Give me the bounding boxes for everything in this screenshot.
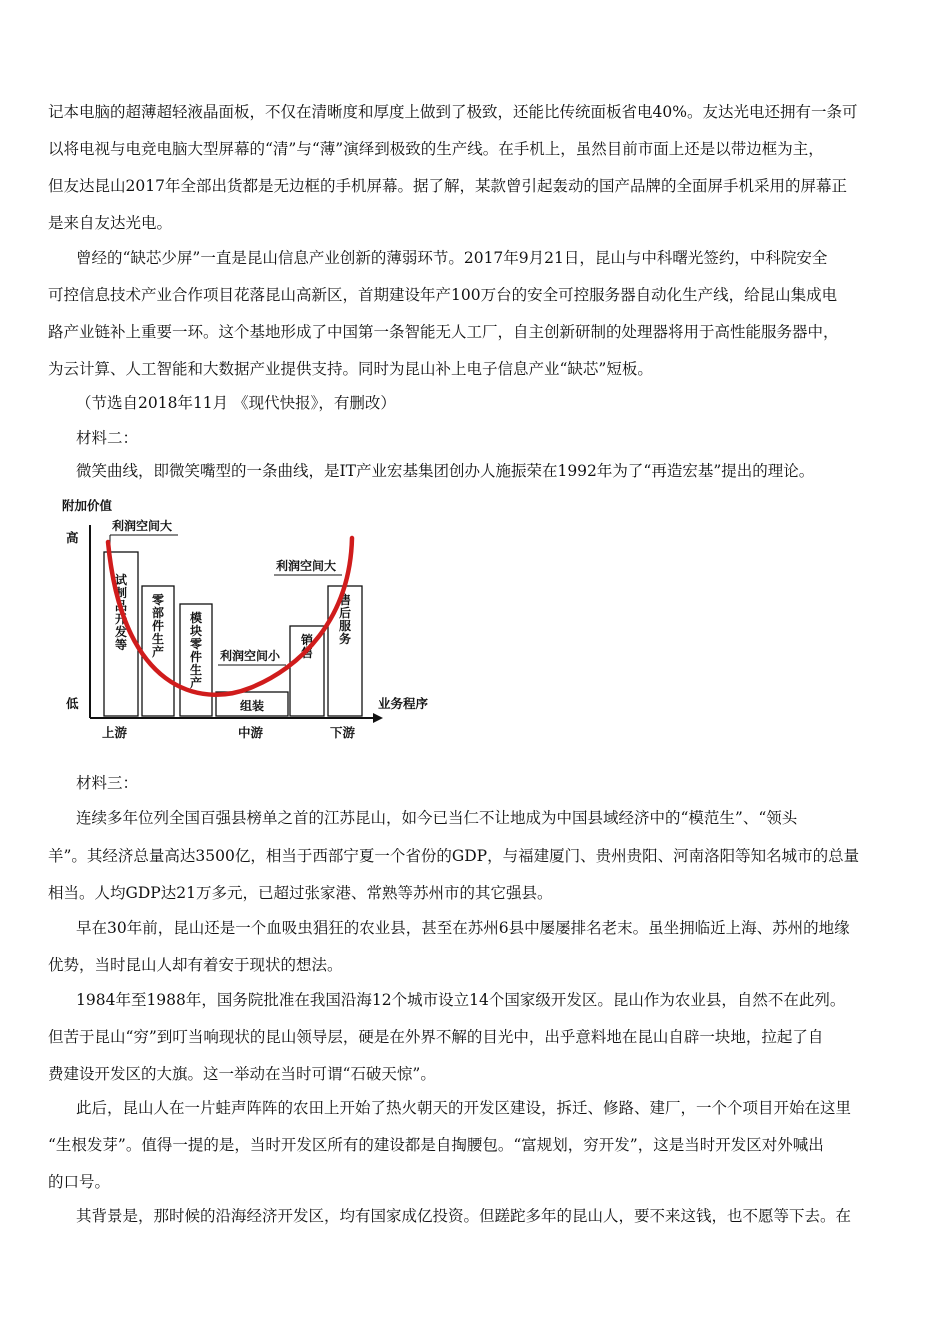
paragraph-line: 的口号。: [48, 1173, 111, 1191]
paragraph-line: 曾经的“缺芯少屏”一直是昆山信息产业创新的薄弱环节。2017年9月21日，昆山与中科曙光签约，中科院安全: [76, 249, 828, 267]
smile-curve-svg: [60, 490, 440, 745]
paragraph-line: “生根发芽”。值得一提的是，当时开发区所有的建设都是自掏腰包。“富规划，穷开发”，这是当时开发区对外喊出: [48, 1136, 824, 1154]
x-stage-label: 下游: [330, 725, 356, 740]
paragraph-line: 记本电脑的超薄超轻液晶面板，不仅在清晰度和厚度上做到了极致，还能比传统面板省电40%。友达光电还拥有一条可: [48, 103, 858, 121]
x-stage-label: 中游: [238, 725, 264, 740]
y-low-label: 低: [66, 696, 79, 711]
material2-text: 微笑曲线，即微笑嘴型的一条曲线，是IT产业宏基集团创办人施振荣在1992年为了“再造宏基”提出的理论。: [76, 462, 815, 480]
smile-curve-chart: [60, 490, 440, 745]
source-note: （节选自2018年11月 《现代快报》，有删改）: [76, 394, 396, 412]
paragraph-line: 其背景是，那时候的沿海经济开发区，均有国家成亿投资。但蹉跎多年的昆山人，要不来这钱，也不愿等下去。在: [76, 1207, 852, 1225]
annotation-label: 利润空间大: [112, 519, 173, 533]
y-high-label: 高: [66, 530, 79, 545]
annotation-label: 利润空间小: [220, 649, 281, 663]
x-axis-label: 业务程序: [378, 696, 429, 711]
x-axis-arrow: [373, 713, 383, 723]
bar-label: 零部件生产: [151, 593, 165, 659]
paragraph-line: 相当。人均GDP达21万多元，已超过张家港、常熟等苏州市的其它强县。: [48, 884, 553, 902]
bar-label: 销售: [300, 633, 314, 660]
bar-label: 试制品开发等: [114, 573, 128, 652]
paragraph-line: 可控信息技术产业合作项目花落昆山高新区，首期建设年产100万台的安全可控服务器自动化生产线，给昆山集成电: [48, 286, 838, 304]
paragraph-line: 费建设开发区的大旗。这一举动在当时可谓“石破天惊”。: [48, 1065, 436, 1083]
paragraph-line: 羊”。其经济总量高达3500亿，相当于西部宁夏一个省份的GDP，与福建厦门、贵州贵阳、河南洛阳等知名城市的总量: [48, 847, 860, 865]
paragraph-line: 但友达昆山2017年全部出货都是无边框的手机屏幕。据了解，某款曾引起轰动的国产品牌的全面屏手机采用的屏幕正: [48, 177, 847, 195]
paragraph-line: 以将电视与电竞电脑大型屏幕的“清”与“薄”演绎到极致的生产线。在手机上，虽然目前市面上还是以带边框为主，: [48, 140, 824, 158]
x-stage-label: 上游: [102, 725, 128, 740]
bar-label: 组装: [239, 699, 265, 713]
bar-label: 模块零件生产: [189, 611, 203, 690]
paragraph-line: 1984年至1988年，国务院批准在我国沿海12个城市设立14个国家级开发区。昆山作为农业县，自然不在此列。: [76, 991, 846, 1009]
paragraph-line: 路产业链补上重要一环。这个基地形成了中国第一条智能无人工厂，自主创新研制的处理器将用于高性能服务器中，: [48, 323, 839, 341]
bar-label: 售后服务: [338, 593, 352, 646]
material3-title: 材料三：: [76, 774, 139, 792]
material2-title: 材料二：: [76, 429, 139, 447]
paragraph-line: 但苦于昆山“穷”到叮当响现状的昆山领导层，硬是在外界不解的目光中，出乎意料地在昆山自辟一块地，拉起了自: [48, 1028, 824, 1046]
paragraph-line: 是来自友达光电。: [48, 214, 173, 232]
paragraph-line: 此后，昆山人在一片蛙声阵阵的农田上开始了热火朝天的开发区建设，拆迁、修路、建厂，一个个项目开始在这里: [76, 1099, 852, 1117]
paragraph-line: 为云计算、人工智能和大数据产业提供支持。同时为昆山补上电子信息产业“缺芯”短板。: [48, 360, 653, 378]
y-axis-label: 附加价值: [62, 498, 113, 513]
annotation-label: 利润空间大: [276, 559, 337, 573]
paragraph-line: 连续多年位列全国百强县榜单之首的江苏昆山，如今已当仁不让地成为中国县域经济中的“模范生”、“领头: [76, 809, 798, 827]
paragraph-line: 早在30年前，昆山还是一个血吸虫猖狂的农业县，甚至在苏州6县中屡屡排名老末。虽坐拥临近上海、苏州的地缘: [76, 919, 850, 937]
paragraph-line: 优势，当时昆山人却有着安于现状的想法。: [48, 956, 343, 974]
